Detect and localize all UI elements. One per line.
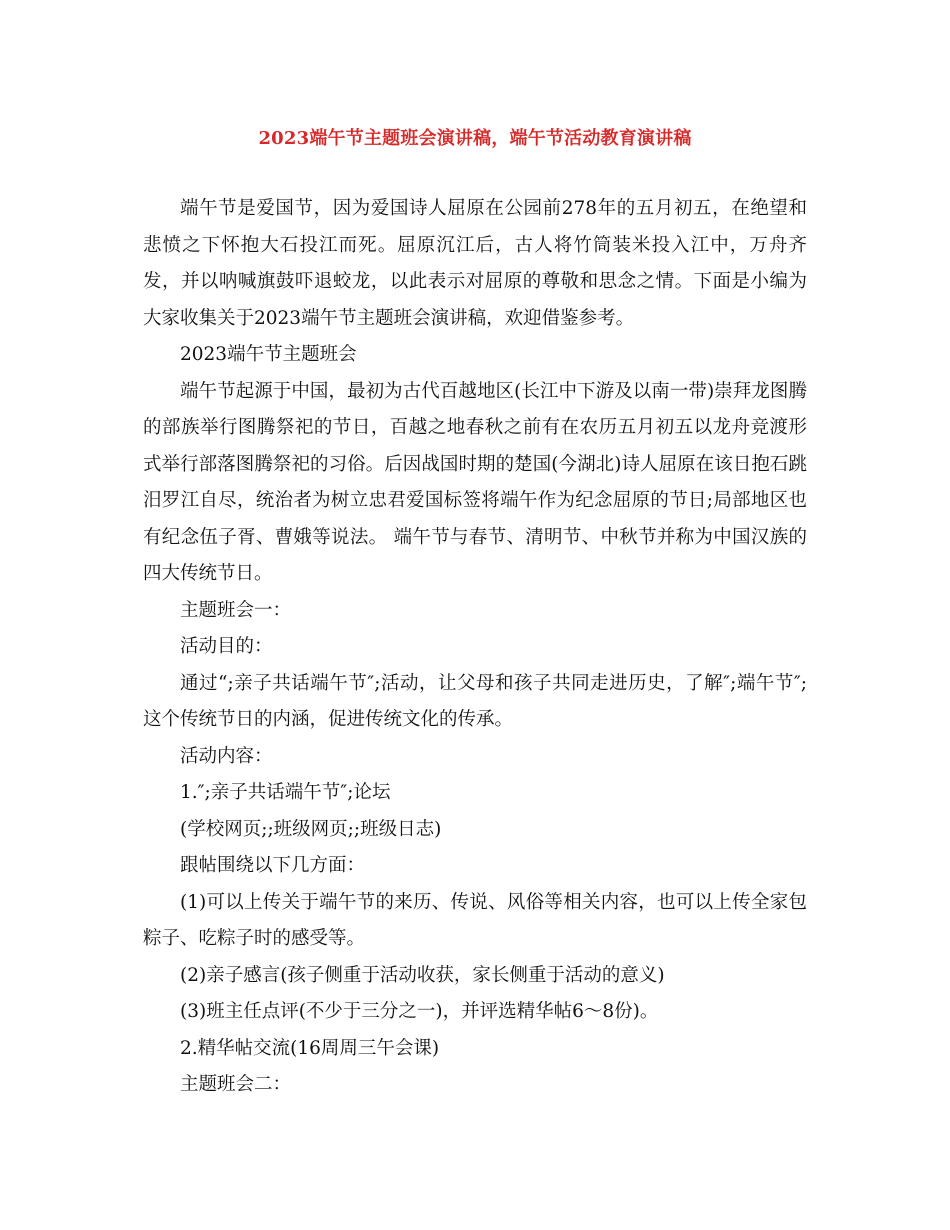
paragraph-forum-sites: (学校网页;;班级网页;;班级日志) xyxy=(180,818,442,840)
paragraph-topic-1: (1)可以上传关于端午节的来历、传说、风俗等相关内容，也可以上传全家包粽子、吃粽子时的感受等。 xyxy=(143,891,807,949)
paragraph-topics-label: 跟帖围绕以下几方面： xyxy=(180,855,366,876)
paragraph-heading-class-meeting: 2023端午节主题班会 xyxy=(180,344,357,365)
paragraph-activity-purpose-label: 活动目的： xyxy=(180,636,273,657)
paragraph-meeting-one: 主题班会一： xyxy=(180,599,292,621)
document-body xyxy=(143,191,807,1104)
paragraph-topic-2: (2)亲子感言(孩子侧重于活动收获，家长侧重于活动的意义) xyxy=(180,964,665,986)
paragraph-activity-content-label: 活动内容： xyxy=(180,745,273,767)
paragraph-intro: 端午节是爱国节，因为爱国诗人屈原在公园前278年的五月初五，在绝望和悲愤之下怀抱大石投江而死。屈原沉江后，古人将竹筒装米投入江中，万舟齐发，并以呐喊旗鼓吓退蛟龙，以此表示对屈原的尊敬和思念之情。下面是小编为大家收集关于2023端午节主题班会演讲稿，欢迎借鉴参考。 xyxy=(143,198,807,329)
paragraph-activity-purpose: 通过“;亲子共话端午节″;活动，让父母和孩子共同走进历史，了解″;端午节″;这个传统节日的内涵，促进传统文化的传承。 xyxy=(143,672,807,730)
paragraph-topic-3: (3)班主任点评(不少于三分之一)，并评选精华帖6～8份)。 xyxy=(180,1001,659,1022)
paragraph-meeting-two: 主题班会二： xyxy=(180,1074,292,1095)
paragraph-origin: 端午节起源于中国，最初为古代百越地区(长江中下游及以南一带)崇拜龙图腾的部族举行图腾祭祀的节日，百越之地春秋之前有在农历五月初五以龙舟竞渡形式举行部落图腾祭祀的习俗。后因战国时期的楚国(今湖北)诗人屈原在该日抱石跳汨罗江自尽，统治者为树立忠君爱国标签将端午作为纪念屈原的节日;局部地区也有纪念伍子胥、曹娥等说法。 端午节与春节、清明节、中秋节并称为中国汉族的四大传统节日。 xyxy=(143,380,807,584)
document-title: 2023端午节主题班会演讲稿，端午节活动教育演讲稿 xyxy=(258,128,692,149)
paragraph-exchange: 2.精华帖交流(16周周三午会课) xyxy=(180,1037,440,1059)
paragraph-forum: 1.″;亲子共话端午节″;论坛 xyxy=(180,782,391,803)
